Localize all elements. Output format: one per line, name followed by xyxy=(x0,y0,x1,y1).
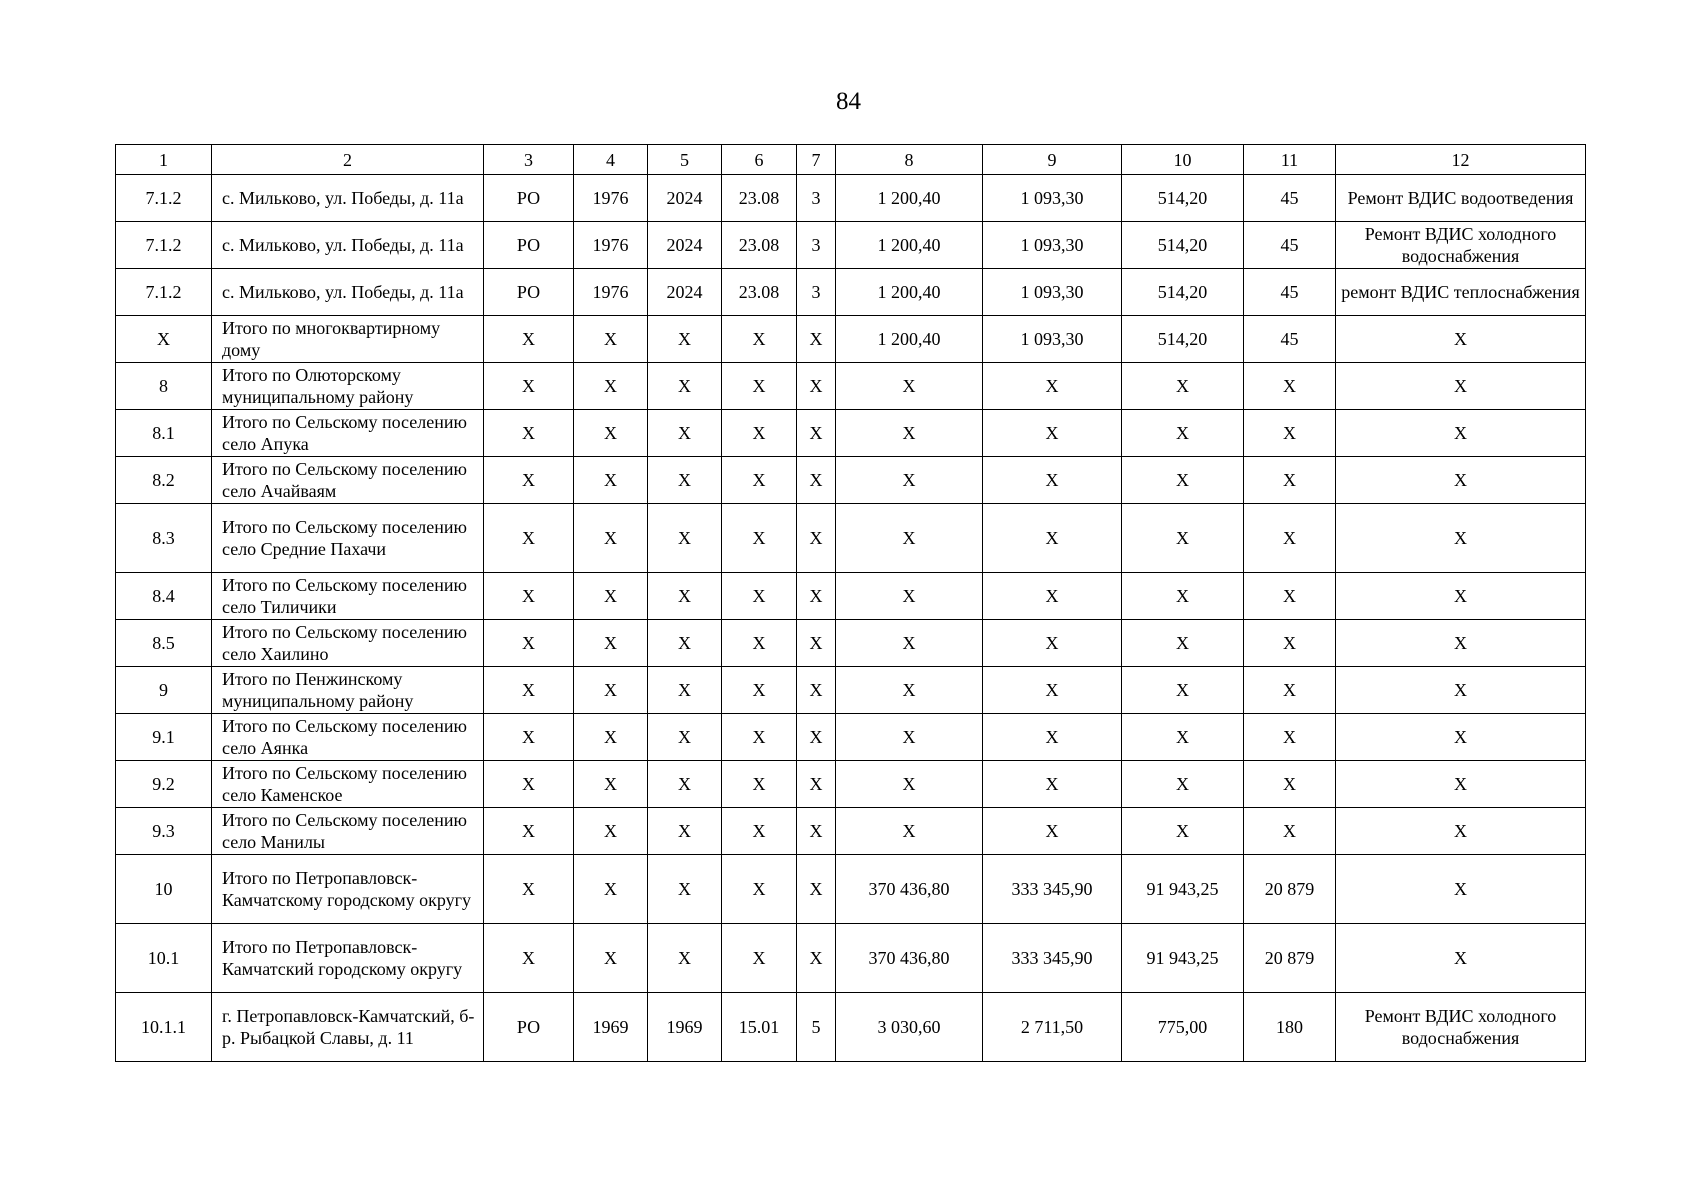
table-cell: Х xyxy=(722,855,797,924)
table-cell: Х xyxy=(1244,808,1336,855)
table-cell: Х xyxy=(484,363,574,410)
table-cell: 9.1 xyxy=(116,714,212,761)
table-cell: Х xyxy=(797,924,836,993)
table-cell: Х xyxy=(797,667,836,714)
table-cell: Х xyxy=(484,316,574,363)
table-cell: Х xyxy=(1244,410,1336,457)
table-cell: Х xyxy=(1244,504,1336,573)
table-row xyxy=(116,504,1586,573)
table-cell: 1976 xyxy=(574,175,648,222)
table-cell: Х xyxy=(648,855,722,924)
table-cell: 1976 xyxy=(574,222,648,269)
table-cell: Х xyxy=(836,363,983,410)
table-cell: 3 xyxy=(797,175,836,222)
table-cell: Х xyxy=(1122,504,1244,573)
column-header: 4 xyxy=(574,145,648,175)
table-cell: Х xyxy=(116,316,212,363)
table-cell: Х xyxy=(648,457,722,504)
table-cell: Х xyxy=(1336,573,1586,620)
table-cell: Х xyxy=(574,316,648,363)
table-cell: Х xyxy=(797,363,836,410)
table-cell: Х xyxy=(983,573,1122,620)
table-cell: Х xyxy=(1122,410,1244,457)
table-cell: с. Мильково, ул. Победы, д. 11а xyxy=(212,175,484,222)
table-cell: 91 943,25 xyxy=(1122,924,1244,993)
table-cell: 1969 xyxy=(648,993,722,1062)
column-header: 8 xyxy=(836,145,983,175)
table-cell: 2 711,50 xyxy=(983,993,1122,1062)
table-row xyxy=(116,761,1586,808)
table-cell: Х xyxy=(836,457,983,504)
table-cell: Х xyxy=(1122,457,1244,504)
table-cell: Х xyxy=(1336,714,1586,761)
table-cell: 3 xyxy=(797,222,836,269)
table-cell: Х xyxy=(484,504,574,573)
table-cell: Х xyxy=(574,573,648,620)
table-cell: 1 200,40 xyxy=(836,175,983,222)
table-row xyxy=(116,457,1586,504)
table-cell: 3 xyxy=(797,269,836,316)
table-cell: Х xyxy=(797,573,836,620)
table-cell: Итого по Пенжинскому муниципальному району xyxy=(212,667,484,714)
table-cell: 2024 xyxy=(648,269,722,316)
table-cell: Х xyxy=(574,808,648,855)
table-cell: Х xyxy=(484,714,574,761)
table-cell: 8.3 xyxy=(116,504,212,573)
table-cell: Х xyxy=(836,573,983,620)
table-cell: 514,20 xyxy=(1122,269,1244,316)
table-cell: Х xyxy=(797,855,836,924)
table-cell: Итого по Сельскому поселению село Ачайваям xyxy=(212,457,484,504)
table-cell: 23.08 xyxy=(722,222,797,269)
table-cell: Х xyxy=(722,620,797,667)
table-cell: Х xyxy=(648,504,722,573)
table-cell: Х xyxy=(836,808,983,855)
table-cell: Х xyxy=(1336,363,1586,410)
table-cell: 514,20 xyxy=(1122,316,1244,363)
table-cell: 20 879 xyxy=(1244,855,1336,924)
table-cell: Х xyxy=(574,667,648,714)
table-cell: Х xyxy=(836,410,983,457)
table-cell: Х xyxy=(1244,761,1336,808)
table-cell: 9.3 xyxy=(116,808,212,855)
table-cell: Итого по Петропавловск-Камчатскому городскому округу xyxy=(212,855,484,924)
page-number: 84 xyxy=(836,88,861,115)
table-cell: Х xyxy=(574,620,648,667)
table-cell: Х xyxy=(648,761,722,808)
table-cell: РО xyxy=(484,222,574,269)
table-cell: Х xyxy=(1336,410,1586,457)
table-cell: Х xyxy=(1336,855,1586,924)
table-cell: Итого по Олюторскому муниципальному району xyxy=(212,363,484,410)
table-cell: Х xyxy=(722,667,797,714)
table-cell: Х xyxy=(797,410,836,457)
table-cell: Ремонт ВДИС холодного водоснабжения xyxy=(1336,222,1586,269)
table-row xyxy=(116,993,1586,1062)
table-cell: Х xyxy=(648,667,722,714)
table-cell: Итого по Сельскому поселению село Хаилино xyxy=(212,620,484,667)
table-cell: Х xyxy=(1122,667,1244,714)
table-row xyxy=(116,573,1586,620)
table-cell: Х xyxy=(983,714,1122,761)
table-cell: Х xyxy=(1122,573,1244,620)
table-cell: Х xyxy=(1336,808,1586,855)
table-cell: 9 xyxy=(116,667,212,714)
table-cell: Х xyxy=(574,504,648,573)
table-row xyxy=(116,363,1586,410)
table-cell: Х xyxy=(648,714,722,761)
table-cell: 1 093,30 xyxy=(983,316,1122,363)
table-cell: Х xyxy=(722,316,797,363)
table-cell: Х xyxy=(722,714,797,761)
table-cell: 45 xyxy=(1244,175,1336,222)
table-cell: Х xyxy=(836,504,983,573)
table-row xyxy=(116,269,1586,316)
table-cell: г. Петропавловск-Камчатский, б-р. Рыбацкой Славы, д. 11 xyxy=(212,993,484,1062)
table-cell: Итого по Сельскому поселению село Апука xyxy=(212,410,484,457)
table-cell: 180 xyxy=(1244,993,1336,1062)
table-cell: 8 xyxy=(116,363,212,410)
table-cell: Х xyxy=(722,761,797,808)
column-header: 11 xyxy=(1244,145,1336,175)
table-cell: Х xyxy=(1122,761,1244,808)
table-cell: 370 436,80 xyxy=(836,855,983,924)
table-cell: 8.1 xyxy=(116,410,212,457)
table-cell: 23.08 xyxy=(722,175,797,222)
column-header: 10 xyxy=(1122,145,1244,175)
table-cell: Х xyxy=(983,667,1122,714)
column-header: 7 xyxy=(797,145,836,175)
table-cell: Х xyxy=(484,855,574,924)
table-cell: Х xyxy=(574,410,648,457)
table-cell: 45 xyxy=(1244,269,1336,316)
table-cell: 45 xyxy=(1244,316,1336,363)
table-cell: Х xyxy=(836,620,983,667)
table-cell: 7.1.2 xyxy=(116,175,212,222)
table-cell: Х xyxy=(983,620,1122,667)
table-cell: Х xyxy=(648,620,722,667)
table-row xyxy=(116,667,1586,714)
table-cell: Х xyxy=(574,714,648,761)
table-cell: Итого по многоквартирному дому xyxy=(212,316,484,363)
table-cell: Х xyxy=(1122,620,1244,667)
table-cell: 8.4 xyxy=(116,573,212,620)
table-cell: 8.5 xyxy=(116,620,212,667)
table-cell: 1 093,30 xyxy=(983,222,1122,269)
table-cell: Х xyxy=(484,808,574,855)
table-cell: Х xyxy=(648,363,722,410)
table-cell: Х xyxy=(1336,924,1586,993)
table-row xyxy=(116,855,1586,924)
table-cell: Х xyxy=(484,620,574,667)
table-cell: Х xyxy=(1336,761,1586,808)
table-cell: Х xyxy=(722,924,797,993)
table-row xyxy=(116,714,1586,761)
table-cell: Х xyxy=(983,457,1122,504)
table-cell: Итого по Сельскому поселению село Средние Пахачи xyxy=(212,504,484,573)
table-row xyxy=(116,924,1586,993)
table-cell: Х xyxy=(797,457,836,504)
table-cell: Х xyxy=(1244,457,1336,504)
table-cell: Ремонт ВДИС холодного водоснабжения xyxy=(1336,993,1586,1062)
table-row xyxy=(116,620,1586,667)
table-cell: 8.2 xyxy=(116,457,212,504)
table-cell: 20 879 xyxy=(1244,924,1336,993)
table-cell: 23.08 xyxy=(722,269,797,316)
table-cell: Х xyxy=(1122,808,1244,855)
table-cell: Итого по Сельскому поселению село Манилы xyxy=(212,808,484,855)
table-cell: Х xyxy=(574,761,648,808)
table-cell: Х xyxy=(1336,504,1586,573)
table-cell: РО xyxy=(484,269,574,316)
table-cell: 45 xyxy=(1244,222,1336,269)
table-cell: Х xyxy=(574,363,648,410)
column-header: 3 xyxy=(484,145,574,175)
table-row xyxy=(116,222,1586,269)
table-cell: Итого по Сельскому поселению село Каменское xyxy=(212,761,484,808)
table-cell: 7.1.2 xyxy=(116,222,212,269)
table-cell: с. Мильково, ул. Победы, д. 11а xyxy=(212,222,484,269)
table-cell: Х xyxy=(1336,667,1586,714)
table-cell: Х xyxy=(1122,363,1244,410)
column-header: 1 xyxy=(116,145,212,175)
table-cell: Х xyxy=(983,761,1122,808)
table-cell: Х xyxy=(797,620,836,667)
table-cell: Х xyxy=(722,363,797,410)
column-header: 6 xyxy=(722,145,797,175)
table-cell: Ремонт ВДИС водоотведения xyxy=(1336,175,1586,222)
table-cell: Х xyxy=(722,457,797,504)
table-cell: 5 xyxy=(797,993,836,1062)
table-cell: Х xyxy=(648,573,722,620)
column-header: 12 xyxy=(1336,145,1586,175)
table-cell: с. Мильково, ул. Победы, д. 11а xyxy=(212,269,484,316)
table-cell: 1976 xyxy=(574,269,648,316)
table-cell: 10 xyxy=(116,855,212,924)
table-row xyxy=(116,808,1586,855)
table-cell: Х xyxy=(836,667,983,714)
table-cell: ремонт ВДИС теплоснабжения xyxy=(1336,269,1586,316)
table-cell: Х xyxy=(484,573,574,620)
table-cell: Х xyxy=(797,504,836,573)
table-cell: Х xyxy=(983,504,1122,573)
table-cell: Х xyxy=(1336,620,1586,667)
table-cell: Х xyxy=(797,761,836,808)
table-cell: Х xyxy=(797,714,836,761)
table-cell: Х xyxy=(722,410,797,457)
table-cell: Х xyxy=(484,667,574,714)
table-cell: Х xyxy=(484,410,574,457)
table-cell: Итого по Сельскому поселению село Аянка xyxy=(212,714,484,761)
column-header: 9 xyxy=(983,145,1122,175)
table-cell: Х xyxy=(1122,714,1244,761)
table-cell: РО xyxy=(484,993,574,1062)
table-cell: Х xyxy=(484,761,574,808)
table-cell: Х xyxy=(1244,363,1336,410)
table-cell: 2024 xyxy=(648,175,722,222)
table-cell: 1 200,40 xyxy=(836,269,983,316)
table-row xyxy=(116,410,1586,457)
column-header: 2 xyxy=(212,145,484,175)
column-header: 5 xyxy=(648,145,722,175)
table-cell: 1 093,30 xyxy=(983,269,1122,316)
table-cell: Итого по Петропавловск-Камчатский городскому округу xyxy=(212,924,484,993)
table-cell: Х xyxy=(1244,620,1336,667)
table-cell: 10.1.1 xyxy=(116,993,212,1062)
table-cell: Х xyxy=(648,808,722,855)
table-cell: 514,20 xyxy=(1122,175,1244,222)
table-header-row xyxy=(116,145,1586,175)
table-cell: Х xyxy=(836,714,983,761)
table-cell: Х xyxy=(574,924,648,993)
table-body xyxy=(116,145,1586,1062)
table-cell: 333 345,90 xyxy=(983,855,1122,924)
table-cell: РО xyxy=(484,175,574,222)
table-cell: Х xyxy=(983,363,1122,410)
table-cell: Х xyxy=(1336,316,1586,363)
table-cell: 333 345,90 xyxy=(983,924,1122,993)
table-cell: 3 030,60 xyxy=(836,993,983,1062)
table-cell: 10.1 xyxy=(116,924,212,993)
table-cell: 775,00 xyxy=(1122,993,1244,1062)
table-cell: 370 436,80 xyxy=(836,924,983,993)
table-cell: 1 093,30 xyxy=(983,175,1122,222)
table-cell: Х xyxy=(836,761,983,808)
table-cell: Х xyxy=(648,924,722,993)
table-cell: 1969 xyxy=(574,993,648,1062)
table-cell: Х xyxy=(574,457,648,504)
table-cell: Х xyxy=(983,808,1122,855)
table-cell: Х xyxy=(983,410,1122,457)
table-cell: 514,20 xyxy=(1122,222,1244,269)
table-cell: Х xyxy=(797,808,836,855)
table-cell: 1 200,40 xyxy=(836,316,983,363)
table-cell: Х xyxy=(574,855,648,924)
table-cell: Х xyxy=(722,808,797,855)
table-cell: Х xyxy=(484,924,574,993)
table-cell: 7.1.2 xyxy=(116,269,212,316)
table-cell: Х xyxy=(1244,573,1336,620)
table-cell: Х xyxy=(1244,714,1336,761)
table-cell: Х xyxy=(722,573,797,620)
table-cell: 1 200,40 xyxy=(836,222,983,269)
table-cell: Х xyxy=(797,316,836,363)
table-cell: Х xyxy=(648,316,722,363)
table-cell: 15.01 xyxy=(722,993,797,1062)
table-cell: Х xyxy=(1244,667,1336,714)
table-row xyxy=(116,175,1586,222)
table-cell: Итого по Сельскому поселению село Тиличики xyxy=(212,573,484,620)
data-table xyxy=(115,144,1586,1062)
table-cell: Х xyxy=(722,504,797,573)
table-cell: Х xyxy=(484,457,574,504)
table-cell: Х xyxy=(648,410,722,457)
table-cell: 91 943,25 xyxy=(1122,855,1244,924)
table-row xyxy=(116,316,1586,363)
table-cell: 2024 xyxy=(648,222,722,269)
table-cell: Х xyxy=(1336,457,1586,504)
table-cell: 9.2 xyxy=(116,761,212,808)
